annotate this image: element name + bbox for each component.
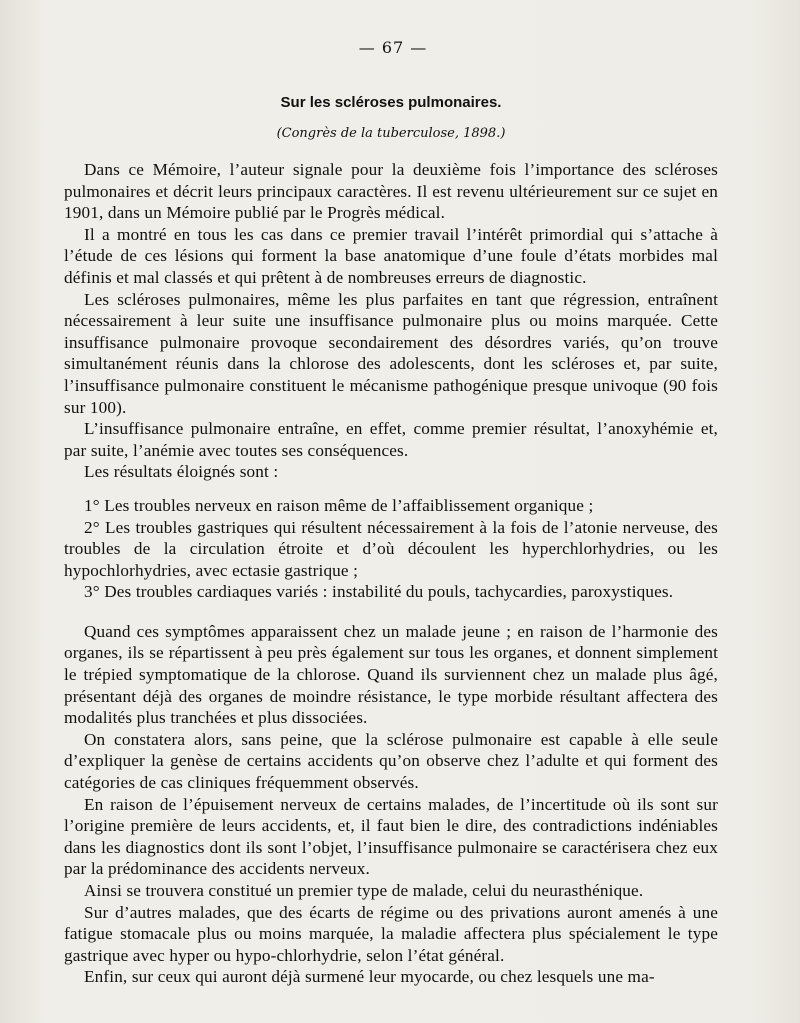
paragraph: Les scléroses pulmonaires, même les plus parfaites en tant que régression, entraînent nécessairement à leur suite une insuffisance pulmonaire plus ou moins marquée. Cette insuffisance pulmonaire provoque secondairement des désordres variés, qu’on trouve simultanément réunis dans la chlorose des adolescents, dont les scléroses et, par suite, l’insuffisance pulmonaire constituent le mécanisme pathogénique presque univoque (90 fois sur 100). xyxy=(64,289,718,417)
paragraph: L’insuffisance pulmonaire entraîne, en effet, comme premier résultat, l’anoxyhémie et, par suite, l’anémie avec toutes ses conséquences. xyxy=(64,419,718,460)
paragraph: Sur d’autres malades, que des écarts de régime ou des privations auront amenés à une fatigue stomacale plus ou moins marquée, la maladie affectera plus spécialement le type gastrique avec hyper ou hypo-chlorhydrie, selon l’état général. xyxy=(64,902,718,965)
text-column xyxy=(64,38,718,988)
section-title: Sur les scléroses pulmonaires. xyxy=(280,94,502,111)
list-item: 1° Les troubles nerveux en raison même de l’affaiblissement organique ; xyxy=(84,495,594,515)
paragraph: Ainsi se trouvera constitué un premier type de malade, celui du neurasthénique. xyxy=(84,881,644,900)
paragraph: On constatera alors, sans peine, que la sclérose pulmonaire est capable à elle seule d’expliquer la genèse de certains accidents qu’on observe chez l’adulte et qui forment des catégories de cas cliniques fréquemment observés. xyxy=(64,729,718,793)
paragraph: Il a montré en tous les cas dans ce premier travail l’intérêt primordial qui s’attache à l’étude de ces lésions qui forment la base anatomique d’une foule d’états morbides mal définis et mal classés et qui prêtent à de nombreuses erreurs de diagnostic. xyxy=(64,224,718,287)
paragraph: Quand ces symptômes apparaissent chez un malade jeune ; en raison de l’harmonie des organes, ils se répartissent à peu près également sur tous les organes, et donnent simplement le trépied symptomatique de la chlorose. Quand ils surviennent chez un malade plus âgé, présentant déjà des organes de moindre résistance, le type morbide résultant affectera des modalités plus tranchées et plus dissociées. xyxy=(64,621,718,728)
section-subtitle: (Congrès de la tuberculose, 1898.) xyxy=(276,126,506,141)
page-number: — 67 — xyxy=(358,38,428,57)
list-item: 2° Les troubles gastriques qui résultent nécessairement à la fois de l’atonie nerveuse, des troubles de la circulation étroite et d’où découlent les hyperchlorhydries, ou les hypochlorhydries, avec ectasie gastrique ; xyxy=(64,517,718,580)
paragraph: Enfin, sur ceux qui auront déjà surmené leur myocarde, ou chez lesquels une ma- xyxy=(84,967,655,987)
list-item: 3° Des troubles cardiaques variés : instabilité du pouls, tachycardies, paroxystiques. xyxy=(84,582,674,602)
paragraph: En raison de l’épuisement nerveux de certains malades, de l’incertitude où ils sont sur l’origine première de leurs accidents, et, il faut bien le dire, des contradictions indéniables dans les diagnostics dont ils sont l’objet, l’insuffisance pulmonaire se caractérisera chez eux par la prédominance des accidents nerveux. xyxy=(64,794,718,879)
paragraph: Les résultats éloignés sont : xyxy=(84,462,279,482)
paragraph: Dans ce Mémoire, l’auteur signale pour la deuxième fois l’importance des scléroses pulmonaires et décrit leurs principaux caractères. Il est revenu ultérieurement sur ce sujet en 1901, dans un Mémoire publié par le Progrès médical. xyxy=(64,160,718,223)
